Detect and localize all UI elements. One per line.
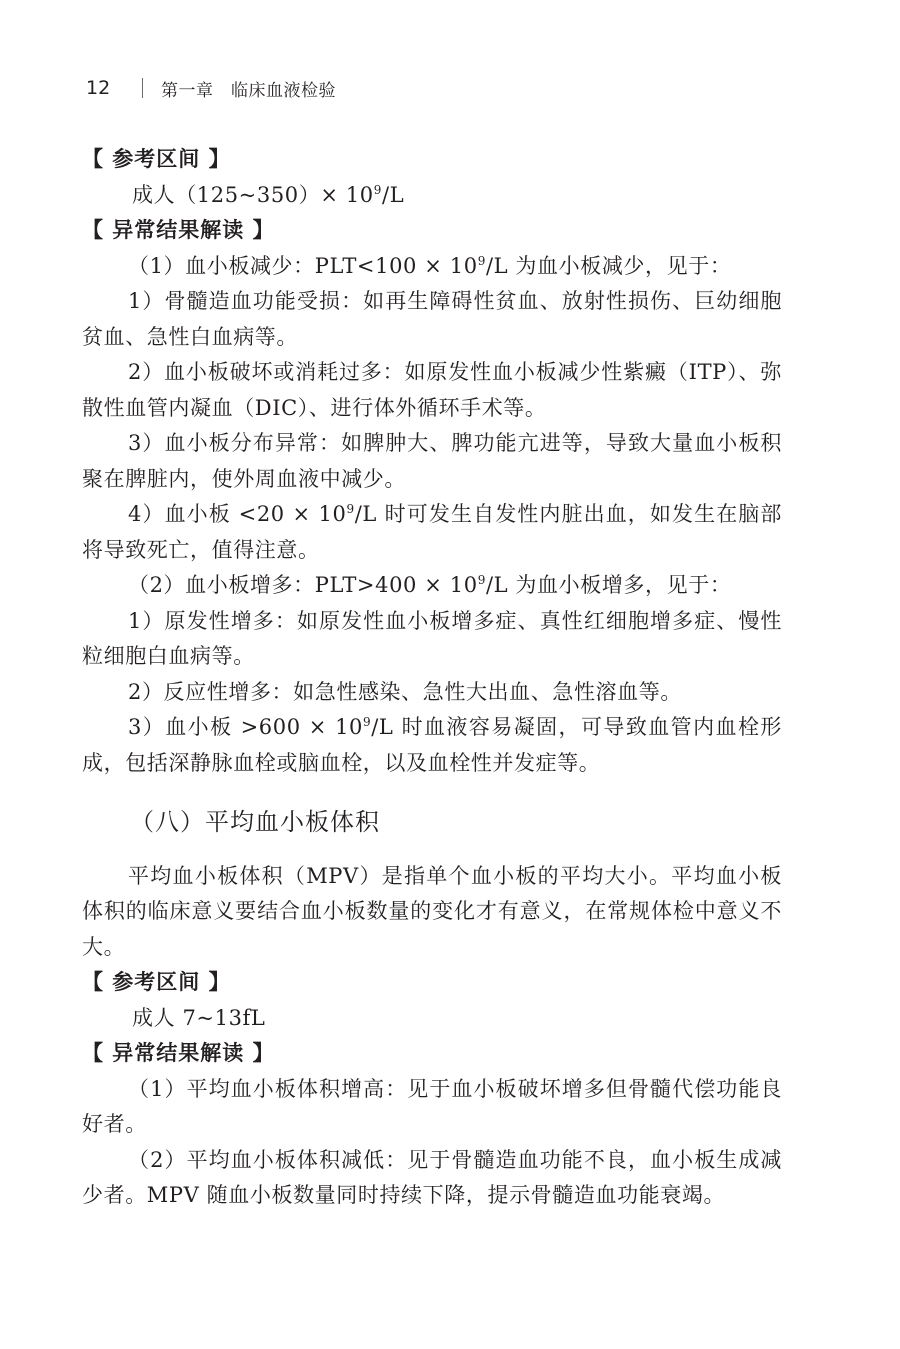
reference-range-heading: 【 参考区间 】	[82, 147, 231, 171]
page-header	[86, 72, 336, 104]
paragraph-reactive-increase: 2）反应性增多：如急性感染、急性大出血、急性溶血等。	[128, 679, 682, 704]
paragraph-marrow-failure: 1）骨髓造血功能受损：如再生障碍性贫血、放射性损伤、巨幼细胞贫血、急性白血病等。	[82, 289, 782, 349]
paragraph-mpv-decrease: （2）平均血小板体积减低：见于骨髓造血功能不良，血小板生成减少者。MPV 随血小板数量同时持续下降，提示骨髓造血功能衰竭。	[82, 1147, 782, 1207]
paragraph-bleeding-risk: 4）血小板 $<20 \times 10^9/L$ 时可发生自发性内脏出血，如发生在脑部将导致死亡，值得注意。	[82, 502, 783, 562]
reference-range-value: 成人（125~350）× $10^9/L$	[132, 182, 405, 207]
page-body	[82, 142, 782, 1214]
paragraph-distribution: 3）血小板分布异常：如脾肿大、脾功能亢进等，导致大量血小板积聚在脾脏内，使外周血液中减少。	[82, 431, 782, 491]
paragraph-destruction: 2）血小板破坏或消耗过多：如原发性血小板减少性紫癜（ITP）、弥散性血管内凝血（DIC）、进行体外循环手术等。	[82, 360, 782, 420]
paragraph-mpv-increase: （1）平均血小板体积增高：见于血小板破坏增多但骨髓代偿功能良好者。	[82, 1076, 782, 1136]
page-number: 12	[86, 77, 111, 99]
section-title: （八）平均血小板体积	[130, 808, 380, 836]
paragraph-mpv-intro: 平均血小板体积（MPV）是指单个血小板的平均大小。平均血小板体积的临床意义要结合血小板数量的变化才有意义，在常规体检中意义不大。	[82, 863, 782, 959]
paragraph-thrombocytosis: （2）血小板增多：$PLT>400 \times 10^9/L$ 为血小板增多，见于：	[128, 573, 732, 597]
paragraph-thrombocytopenia: （1）血小板减少：$PLT<100 \times 10^9/L$ 为血小板减少，见于：	[128, 253, 732, 278]
chapter-title: 第一章 临床血液检验	[161, 80, 336, 101]
header-divider	[142, 78, 143, 98]
abnormal-results-heading: 【 异常结果解读 】	[82, 218, 275, 242]
paragraph-primary-increase: 1）原发性增多：如原发性血小板增多症、真性红细胞增多症、慢性粒细胞白血病等。	[82, 608, 782, 668]
reference-range-heading: 【 参考区间 】	[82, 970, 231, 994]
abnormal-results-heading: 【 异常结果解读 】	[82, 1041, 275, 1065]
paragraph-thrombosis-risk: 3）血小板 $>600 \times 10^9/L$ 时血液容易凝固，可导致血管内血栓形成，包括深静脉血栓或脑血栓，以及血栓性并发症等。	[82, 715, 782, 775]
reference-range-value: 成人 7~13fL	[132, 1005, 266, 1030]
